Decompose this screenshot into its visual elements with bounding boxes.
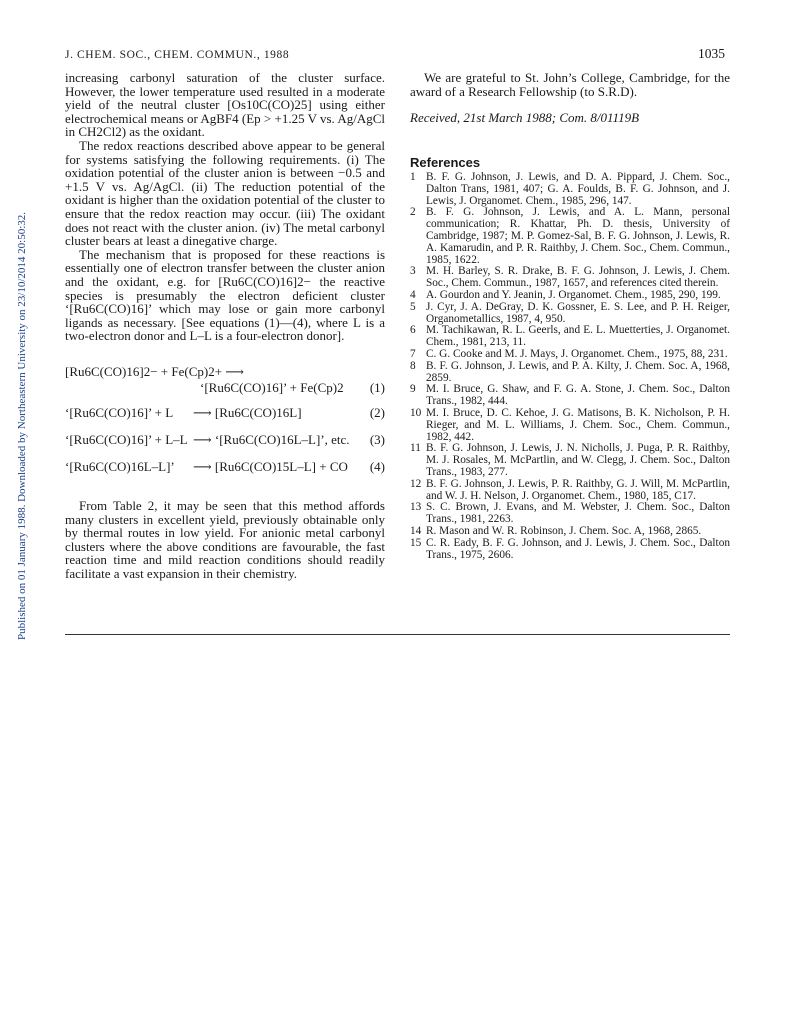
reference-item bbox=[410, 266, 730, 290]
reference-number: 14 bbox=[410, 524, 422, 537]
watermark-text: Published on 01 January 1988. Downloaded by Northeastern University on 23/10/2014 20:50:32. bbox=[16, 211, 28, 640]
right-column-top bbox=[410, 71, 730, 125]
reference-number: 15 bbox=[410, 536, 422, 549]
reference-text: M. H. Barley, S. R. Drake, B. F. G. Johnson, J. Lewis, J. Chem. Soc., Chem. Commun., 1987, 1657, and references cited therein. bbox=[426, 265, 730, 290]
reference-text: R. Mason and W. R. Robinson, J. Chem. Soc. A, 1968, 2865. bbox=[426, 524, 702, 537]
equation-3 bbox=[65, 432, 385, 448]
equation-3-number: (3) bbox=[369, 432, 385, 447]
reference-number: 11 bbox=[410, 442, 421, 455]
reference-number: 12 bbox=[410, 477, 422, 490]
reference-item bbox=[410, 443, 730, 478]
references-list bbox=[410, 172, 730, 561]
reference-text: M. Tachikawan, R. L. Geerls, and E. L. Muetterties, J. Organomet. Chem., 1981, 213, 11. bbox=[426, 324, 730, 349]
equation-2 bbox=[65, 405, 385, 421]
equation-4 bbox=[65, 459, 385, 475]
reference-number: 9 bbox=[410, 383, 416, 396]
reference-number: 7 bbox=[410, 347, 416, 360]
reference-item bbox=[410, 408, 730, 443]
reference-text: M. I. Bruce, G. Shaw, and F. G. A. Stone, J. Chem. Soc., Dalton Trans., 1982, 444. bbox=[426, 383, 730, 408]
footer-rule bbox=[65, 634, 730, 635]
reference-number: 10 bbox=[410, 406, 422, 419]
reference-text: B. F. G. Johnson, J. Lewis, and P. A. Kilty, J. Chem. Soc. A, 1968, 2859. bbox=[426, 359, 730, 384]
reference-text: S. C. Brown, J. Evans, and M. Webster, J. Chem. Soc., Dalton Trans., 1981, 2263. bbox=[426, 501, 730, 526]
reference-number: 1 bbox=[410, 171, 416, 183]
download-watermark bbox=[16, 180, 28, 640]
paragraph-1: increasing carbonyl saturation of the cluster surface. However, the lower temperature used resulted in a moderate yield of the neutral cluster [Os10C(CO)25] using either electrochemical means or AgBF4 (Ep > +1.25 V vs. Ag/AgCl in CH2Cl2) as the oxidant. bbox=[65, 70, 386, 140]
reference-text: B. F. G. Johnson, J. Lewis, and D. A. Pippard, J. Chem. Soc., Dalton Trans, 1981, 407; G. A. Foulds, B. F. G. Johnson, and J. Lewis, J. Organomet. Chem., 1985, 296, 147. bbox=[426, 171, 730, 207]
reference-text: C. G. Cooke and M. J. Mays, J. Organomet. Chem., 1975, 88, 231. bbox=[426, 347, 728, 360]
running-header: J. CHEM. SOC., CHEM. COMMUN., 1988 bbox=[65, 49, 290, 61]
reference-number: 4 bbox=[410, 288, 416, 301]
reference-text: J. Cyr, J. A. DeGray, D. K. Gossner, E. S. Lee, and P. H. Reiger, Organometallics, 1987, 4, 950. bbox=[426, 300, 730, 325]
equation-1-rhs: ‘[Ru6C(CO)16]’ + Fe(Cp)2 bbox=[200, 380, 344, 395]
equation-1 bbox=[65, 364, 385, 380]
reference-number: 3 bbox=[410, 265, 416, 278]
reference-item bbox=[410, 361, 730, 385]
equation-3-rhs: ⟶ ‘[Ru6C(CO)16L–L]’, etc. bbox=[193, 432, 350, 447]
left-column bbox=[65, 71, 385, 343]
reference-text: C. R. Eady, B. F. G. Johnson, and J. Lewis, J. Chem. Soc., Dalton Trans., 1975, 2606. bbox=[426, 536, 730, 561]
equation-3-lhs: ‘[Ru6C(CO)16]’ + L–L bbox=[65, 432, 188, 447]
left-column-conclusion bbox=[65, 499, 385, 581]
reference-text: B. F. G. Johnson, J. Lewis, and A. L. Mann, personal communication; R. Khattar, Ph. D. thesis, University of Cambridge, 1987; M. P. Gomez-Sal, B. F. G. Johnson, J. Lewis, R. A. Kamarudin, and P. R. Raithby, J. Chem. Soc., Chem. Commun., 1985, 1622. bbox=[426, 206, 730, 266]
reference-text: B. F. G. Johnson, J. Lewis, P. R. Raithby, G. J. Will, M. McPartlin, and W. J. H. Nelson, J. Organomet. Chem., 1980, 185, C17. bbox=[426, 477, 730, 502]
paragraph-3: The mechanism that is proposed for these reactions is essentially one of electron transfer between the cluster anion and the oxidant, e.g. for [Ru6C(CO)16]2− the reactive species is presumably the electron deficient cluster ‘[Ru6C(CO)16]’ which may lose or gain more carbonyl ligands as necessary. [See equations (1)—(4), where L is a two-electron donor and L–L is a four-electron donor]. bbox=[65, 246, 385, 344]
equation-4-lhs: ‘[Ru6C(CO)16L–L]’ bbox=[65, 459, 175, 474]
equation-4-number: (4) bbox=[369, 459, 385, 474]
reference-item bbox=[410, 538, 730, 562]
equation-2-rhs: ⟶ [Ru6C(CO)16L] bbox=[193, 405, 302, 420]
reference-text: B. F. G. Johnson, J. Lewis, J. N. Nicholls, J. Puga, P. R. Raithby, M. J. Rosales, M. McPartlin, and W. Clegg, J. Chem. Soc., Dalton Trans., 1983, 277. bbox=[426, 442, 730, 478]
reference-number: 8 bbox=[410, 359, 416, 372]
equation-2-lhs: ‘[Ru6C(CO)16]’ + L bbox=[65, 405, 174, 420]
paragraph-2: The redox reactions described above appear to be general for systems satisfying the following requirements. (i) The oxidation potential of the cluster anion is between −0.5 and +1.5 V vs. Ag/AgCl. (ii) The reduction potential of the oxidant is higher than the oxidation potential of the cluster to ensure that the redox reaction may occur. (iii) The oxidant does not react with the cluster anion. (iv) The metal carbonyl cluster bears at least a dinegative charge. bbox=[65, 137, 385, 249]
reference-item bbox=[410, 479, 730, 503]
equation-2-number: (2) bbox=[369, 405, 385, 420]
reference-item bbox=[410, 325, 730, 349]
reference-item bbox=[410, 384, 730, 408]
reference-text: M. I. Bruce, D. C. Kehoe, J. G. Matisons, B. K. Nicholson, P. H. Rieger, and M. L. Williams, J. Chem. Soc., Chem. Commun., 1982, 442. bbox=[426, 406, 730, 443]
reference-number: 2 bbox=[410, 206, 416, 219]
equation-1-lhs: [Ru6C(CO)16]2− + Fe(Cp)2+ ⟶ bbox=[65, 364, 244, 379]
references-heading: References bbox=[410, 155, 481, 170]
reference-number: 5 bbox=[410, 300, 416, 313]
acknowledgement: We are grateful to St. John’s College, Cambridge, for the award of a Research Fellowship (to S.R.D). bbox=[410, 70, 730, 99]
reference-item bbox=[410, 502, 730, 526]
received-line: Received, 21st March 1988; Com. 8/01119B bbox=[410, 110, 640, 126]
reference-item bbox=[410, 172, 730, 207]
reference-number: 6 bbox=[410, 324, 416, 337]
equation-1-number: (1) bbox=[369, 380, 385, 395]
paragraph-4: From Table 2, it may be seen that this method affords many clusters in excellent yield, previously obtainable only by thermal routes in low yield. For anionic metal carbonyl clusters where the above conditions are favourable, the fast reaction time and mild reaction conditions should readily facilitate a vast expansion in their chemistry. bbox=[65, 498, 385, 581]
reference-text: A. Gourdon and Y. Jeanin, J. Organomet. Chem., 1985, 290, 199. bbox=[426, 288, 721, 301]
reference-item bbox=[410, 302, 730, 326]
reference-item bbox=[410, 207, 730, 266]
equation-4-rhs: ⟶ [Ru6C(CO)15L–L] + CO bbox=[193, 459, 348, 474]
page-number: 1035 bbox=[698, 46, 725, 61]
reference-number: 13 bbox=[410, 501, 422, 514]
